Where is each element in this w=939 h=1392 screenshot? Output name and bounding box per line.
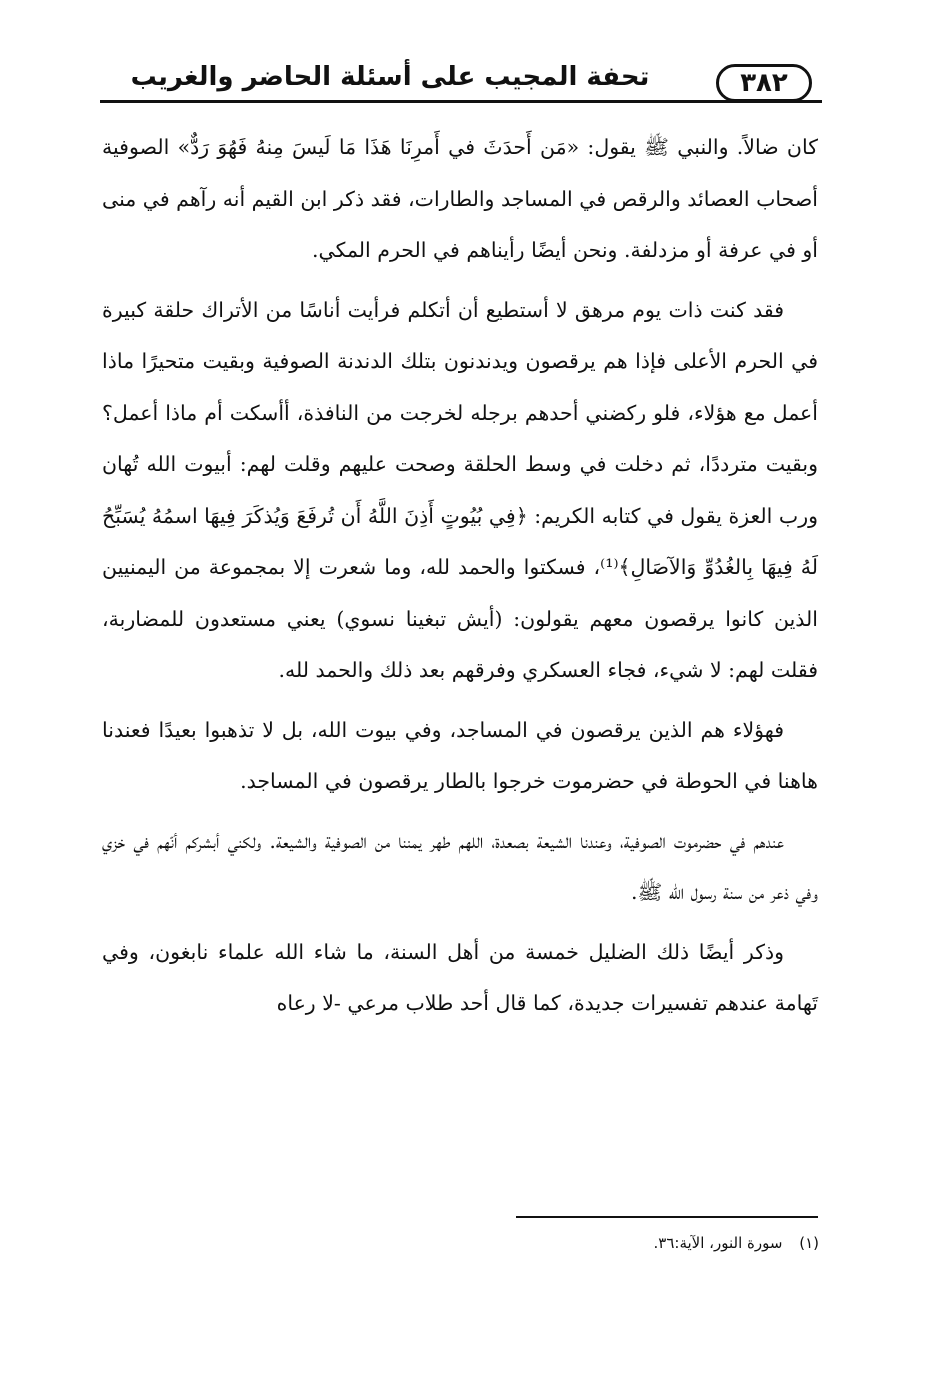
footnote-number: (١) [799, 1234, 819, 1252]
book-title: تحفة المجيب على أسئلة الحاضر والغريب [130, 62, 650, 92]
header-rule [100, 100, 822, 103]
paragraph-5: وذكر أيضًا ذلك الضليل خمسة من أهل السنة، ما شاء الله علماء نابغون، وفي تَهامة عندهم تفسيرات جديدة، كما قال أحد طلاب مرعي -لا رعاه [102, 939, 818, 1015]
footnote-separator [516, 1216, 818, 1218]
paragraph-3: فهؤلاء هم الذين يرقصون في المساجد، وفي بيوت الله، بل لا تذهبوا بعيدًا فعندنا هاهنا في الحوطة في حضرموت خرجوا بالطار يرقصون في المساجد. [102, 717, 818, 793]
footnote [653, 1234, 819, 1252]
page-header [100, 60, 822, 104]
footnote-text: سورة النور، الآية:٣٦. [653, 1234, 783, 1252]
page-number-badge: ٣٨٢ [716, 64, 812, 102]
paragraph-1: كان ضالاً. والنبي ﷺ يقول: «مَن أَحدَثَ في أَمرِنَا هَذَا مَا لَيسَ مِنهُ فَهُوَ رَدٌّ» الصوفية أصحاب العصائد والرقص في المساجد والطارات، فقد ذكر ابن القيم أنه رآهم في منى أو في عرفة أو مزدلفة. ونحن أيضًا رأيناهم في الحرم المكي. [102, 135, 818, 262]
paragraph-2: فقد كنت ذات يوم مرهق لا أستطيع أن أتكلم فرأيت أناسًا من الأتراك حلقة كبيرة في الحرم الأعلى فإذا هم يرقصون ويدندنون بتلك الدندنة الصوفية وبقيت متحيرًا ماذا أعمل مع هؤلاء، فلو ركضني أحدهم برجله لخرجت من النافذة، أأسكت أم ماذا أعمل؟ وبقيت مترددًا، ثم دخلت في وسط الحلقة وصحت عليهم وقلت لهم: أبيوت الله تُهان ورب العزة يقول في كتابه الكريم: ﴿فِي بُيُوتٍ أَذِنَ اللَّهُ أَن تُرفَعَ وَيُذكَرَ فِيهَا اسمُهُ يُسَبِّحُ لَهُ فِيهَا بِالغُدُوِّ وَالآصَالِ﴾⁽¹⁾، فسكتوا والحمد لله، وما شعرت إلا بمجموعة من اليمنيين الذين كانوا يرقصون معهم يقولون: (أيش تبغينا نسوي) يعني مستعدون للمضاربة، فقلت لهم: لا شيء، فجاء العسكري وفرقهم بعد ذلك والحمد لله. [102, 297, 818, 682]
page-body [102, 122, 818, 1038]
paragraph-4: عندهم في حضرموت الصوفية، وعندنا الشيعة بصعدة، اللهم طهر يمننا من الصوفية والشيعة. ولكني أبشركم أنّهم في خزي وفي ذعر من سنة رسول الله ﷺ. [102, 828, 818, 904]
